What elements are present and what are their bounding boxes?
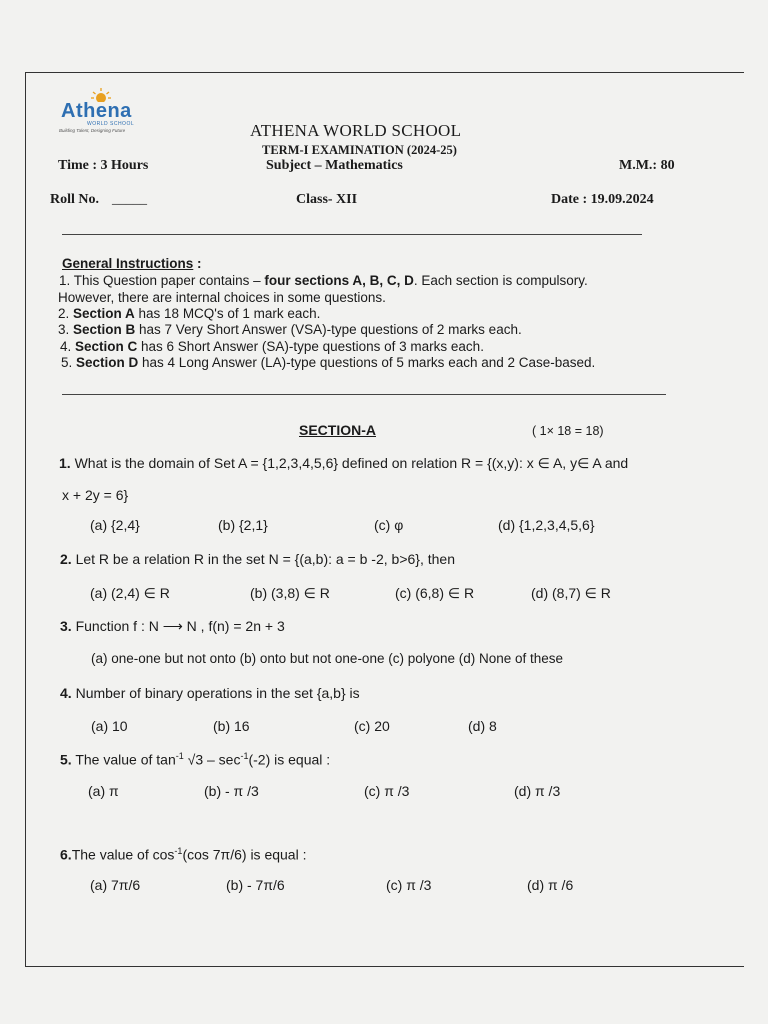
subject-label: Subject – Mathematics xyxy=(266,158,403,173)
question-6-text-a: The value of cos xyxy=(71,846,175,863)
question-4-text: Number of binary operations in the set {a,b} is xyxy=(71,685,360,701)
instruction-3-a: 3. xyxy=(58,322,74,337)
time-label: Time : 3 Hours xyxy=(58,158,149,173)
logo-subtitle: WORLD SCHOOL xyxy=(87,121,135,127)
question-5-number: 5. xyxy=(60,751,72,768)
instruction-5-a: 5. xyxy=(61,355,77,370)
class-label: Class- XII xyxy=(296,192,358,207)
instruction-5-c: has 4 Long Answer (LA)-type questions of 5 marks each and 2 Case-based. xyxy=(138,355,596,370)
question-3-text: Function f : N ⟶ N , f(n) = 2n + 3 xyxy=(71,618,285,634)
q4-option-b: (b) 16 xyxy=(213,718,250,734)
q5-option-b: (b) - π /3 xyxy=(204,783,259,799)
instruction-4-c: has 6 Short Answer (SA)-type questions of 3 marks each. xyxy=(137,339,484,354)
question-6 xyxy=(60,846,306,863)
school-logo xyxy=(55,88,155,138)
instruction-1 xyxy=(59,273,588,290)
q4-option-a: (a) 10 xyxy=(91,718,128,734)
q5-option-a: (a) π xyxy=(88,783,119,799)
instruction-4 xyxy=(60,339,484,356)
exam-title: TERM-I EXAMINATION (2024-25) xyxy=(262,143,457,157)
q3-options: (a) one-one but not onto (b) onto but not one-one (c) polyone (d) None of these xyxy=(91,651,564,666)
logo-name: Athena xyxy=(61,100,132,122)
question-3 xyxy=(60,618,285,635)
section-title: SECTION-A xyxy=(299,422,376,438)
q5-option-d: (d) π /3 xyxy=(514,783,561,799)
q6-option-b: (b) - 7π/6 xyxy=(226,877,285,893)
exam-date: Date : 19.09.2024 xyxy=(551,192,654,207)
roll-label: Roll No. xyxy=(50,192,99,207)
instruction-3 xyxy=(58,322,522,339)
instruction-2 xyxy=(58,306,320,323)
q1-option-b: (b) {2,1} xyxy=(218,517,268,533)
q2-option-c: (c) (6,8) ∈ R xyxy=(395,585,475,601)
question-6-text-b: (cos 7π/6) is equal : xyxy=(182,846,307,863)
instruction-2-a: 2. xyxy=(58,306,74,321)
q2-option-d: (d) (8,7) ∈ R xyxy=(531,585,611,601)
question-3-number: 3. xyxy=(60,618,72,634)
header-divider xyxy=(62,234,642,235)
question-4-number: 4. xyxy=(60,685,72,701)
question-2 xyxy=(60,551,455,567)
instruction-1-b: four sections A, B, C, D xyxy=(264,273,414,288)
q1-option-c: (c) φ xyxy=(374,517,404,533)
q4-option-d: (d) 8 xyxy=(468,718,497,734)
question-5-sup-1: -1 xyxy=(175,751,184,761)
question-6-number: 6. xyxy=(60,846,72,863)
question-2-number: 2. xyxy=(60,551,72,567)
question-5-text-b: √3 – sec xyxy=(183,751,241,768)
instruction-4-b: Section C xyxy=(75,339,138,354)
q5-option-c: (c) π /3 xyxy=(364,783,410,799)
question-5 xyxy=(60,751,330,768)
question-5-sup-2: -1 xyxy=(240,751,249,761)
instruction-3-b: Section B xyxy=(73,322,136,337)
q6-option-a: (a) 7π/6 xyxy=(90,877,141,893)
question-1 xyxy=(59,455,628,472)
q6-option-c: (c) π /3 xyxy=(386,877,432,893)
q2-option-a: (a) (2,4) ∈ R xyxy=(90,585,170,601)
question-1-number: 1. xyxy=(59,455,71,471)
logo-tagline: Building Talent, Designing Future xyxy=(59,128,126,133)
instructions-heading-colon: : xyxy=(193,256,202,271)
instructions-heading-text: General Instructions xyxy=(62,256,194,271)
instruction-2-c: has 18 MCQ's of 1 mark each. xyxy=(134,306,321,321)
q1-option-a: (a) {2,4} xyxy=(90,517,140,533)
question-1-text-cont: x + 2y = 6} xyxy=(62,487,129,503)
section-marks: ( 1× 18 = 18) xyxy=(532,424,604,438)
q2-option-b: (b) (3,8) ∈ R xyxy=(250,585,330,601)
q6-option-d: (d) π /6 xyxy=(527,877,574,893)
question-1-text: What is the domain of Set A = {1,2,3,4,5,6} defined on relation R = {(x,y): x ∈ A, y∈ A and xyxy=(70,455,629,471)
q4-option-c: (c) 20 xyxy=(354,718,390,734)
question-2-text: Let R be a relation R in the set N = {(a,b): a = b -2, b>6}, then xyxy=(71,551,455,567)
instruction-5 xyxy=(61,355,595,372)
instruction-1-cont: However, there are internal choices in some questions. xyxy=(58,290,386,305)
max-marks: M.M.: 80 xyxy=(619,158,675,173)
instruction-2-b: Section A xyxy=(73,306,135,321)
instruction-5-b: Section D xyxy=(76,355,139,370)
instruction-3-c: has 7 Very Short Answer (VSA)-type questions of 2 marks each. xyxy=(135,322,522,337)
instruction-1-c: . Each section is compulsory. xyxy=(413,273,588,288)
instruction-1-a: 1. This Question paper contains – xyxy=(59,273,265,288)
question-5-text-c: (-2) is equal : xyxy=(248,751,331,768)
instruction-4-a: 4. xyxy=(60,339,76,354)
question-4 xyxy=(60,685,360,701)
instructions-heading xyxy=(62,256,202,273)
question-5-text-a: The value of tan xyxy=(71,751,176,768)
question-6-sup-1: -1 xyxy=(174,846,183,856)
school-name: ATHENA WORLD SCHOOL xyxy=(250,121,462,140)
q1-option-d: (d) {1,2,3,4,5,6} xyxy=(498,517,595,533)
roll-blank: _____ xyxy=(112,192,147,207)
instructions-divider xyxy=(62,394,666,395)
